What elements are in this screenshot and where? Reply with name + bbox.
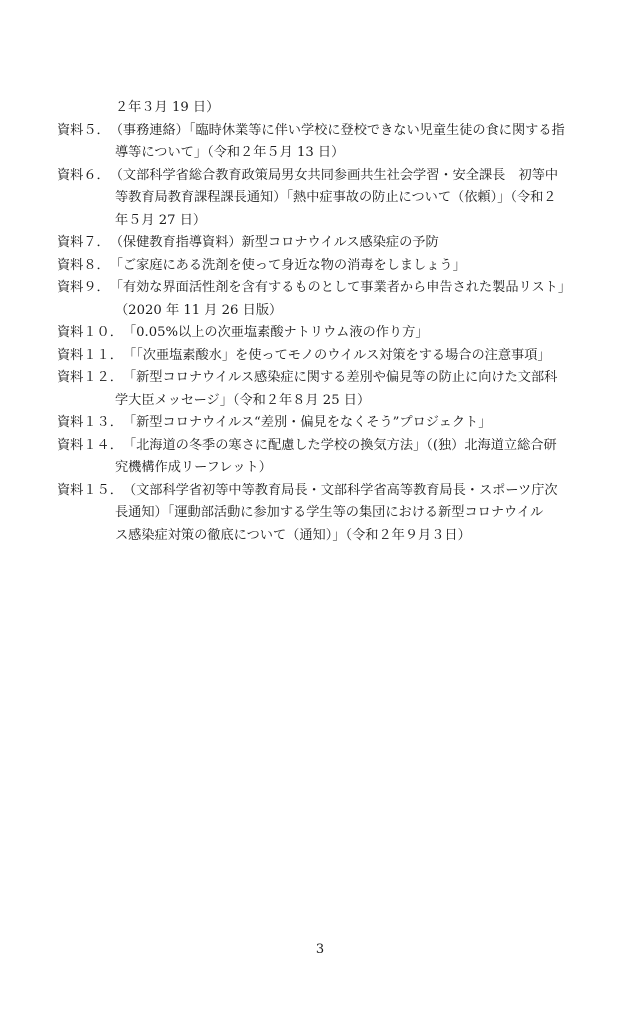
reference-line: 学大臣メッセージ」（令和２年８月 25 日） (115, 392, 371, 408)
reference-entry (57, 277, 597, 322)
reference-text (110, 232, 597, 255)
reference-line: （文部科学省初等中等教育局長・文部科学省高等教育局長・スポーツ庁次 (122, 482, 558, 498)
reference-line: （文部科学省総合教育政策局男女共同参画共生社会学習・安全課長 初等中 (109, 167, 559, 183)
reference-label: 資料１２． (57, 370, 123, 385)
reference-entry (57, 255, 597, 278)
reference-entry (57, 345, 597, 368)
reference-line: 「北海道の冬季の寒さに配慮した学校の換気方法」（(独）北海道立総合研 (122, 437, 557, 453)
reference-text (115, 435, 597, 480)
reference-line: 長通知）「運動部活動に参加する学生等の集団における新型コロナウイル (115, 505, 544, 520)
reference-label: 資料１５． (57, 482, 123, 498)
reference-text (57, 97, 597, 120)
reference-text (123, 345, 597, 368)
reference-entry (57, 165, 597, 233)
reference-entry (57, 480, 597, 548)
page-number: 3 (315, 942, 325, 957)
reference-line: （保健教育指導資料）新型コロナウイルス感染症の予防 (109, 235, 439, 250)
reference-text (123, 412, 597, 435)
reference-entry (57, 412, 597, 435)
reference-label: 資料５． (57, 122, 110, 138)
reference-label: 資料１３． (57, 415, 123, 430)
reference-line: 「新型コロナウイルス感染症に関する差別や偏見等の防止に向けた文部科 (122, 370, 558, 385)
reference-line: （2020 年 11 月 26 日版） (115, 302, 283, 318)
reference-entry (57, 322, 597, 345)
reference-line: （事務連絡）「臨時休業等に伴い学校に登校できない児童生徒の食に関する指 (109, 122, 565, 138)
reference-entry (57, 97, 597, 120)
reference-label: 資料７． (57, 235, 110, 250)
reference-entry (57, 367, 597, 412)
reference-line: 年５月 27 日） (115, 212, 207, 228)
reference-text (115, 367, 597, 412)
reference-label: 資料１４． (57, 437, 123, 453)
reference-line: 「新型コロナウイルス“差別・偏見をなくそう”プロジェクト」 (122, 415, 492, 430)
reference-text (123, 322, 597, 345)
reference-label: 資料８． (57, 257, 110, 273)
reference-label: 資料１０． (57, 325, 123, 340)
reference-text (115, 480, 597, 548)
reference-line: 「0.05%以上の次亜塩素酸ナトリウム液の作り方」 (122, 325, 429, 340)
reference-line: 「「次亜塩素酸水」を使ってモノのウイルス対策をする場合の注意事項」 (122, 347, 551, 363)
reference-line: 等教育局教育課程課長通知）「熱中症事故の防止について（依頼）」（令和２ (115, 190, 557, 205)
reference-entry (57, 232, 597, 255)
reference-label: 資料６． (57, 167, 110, 183)
reference-text (110, 165, 597, 233)
reference-text (110, 255, 597, 278)
reference-list (57, 97, 597, 547)
reference-label: 資料１１． (57, 347, 123, 363)
reference-entry (57, 120, 597, 165)
reference-text (110, 277, 597, 322)
reference-line: 「有効な界面活性剤を含有するものとして事業者から申告された製品リスト」 (109, 280, 572, 295)
reference-line: 究機構作成リーフレット） (115, 460, 272, 475)
reference-text (110, 120, 597, 165)
reference-line: 「ご家庭にある洗剤を使って身近な物の消毒をしましょう」 (109, 257, 466, 273)
reference-line: 導等について」（令和２年５月 13 日） (115, 145, 345, 160)
reference-label: 資料９． (57, 280, 110, 295)
reference-line: ２年３月 19 日） (115, 100, 220, 115)
reference-line: ス感染症対策の徹底について（通知）」（令和２年９月３日） (115, 527, 471, 543)
reference-entry (57, 435, 597, 480)
